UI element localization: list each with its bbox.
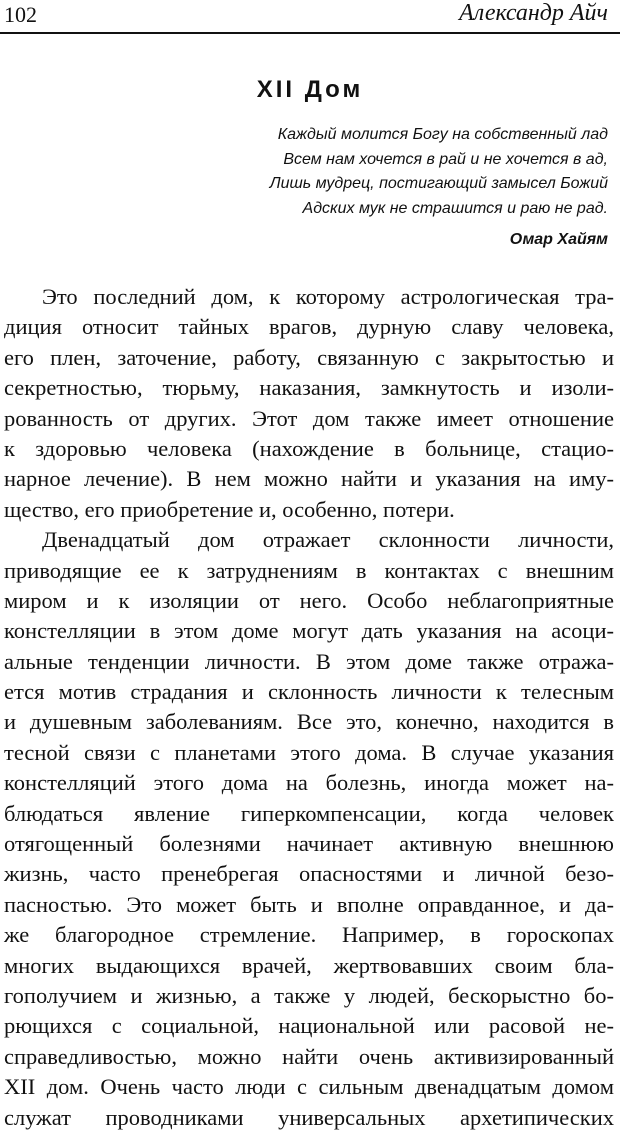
epigraph-line: Всем нам хочется в рай и не хочется в ад, <box>283 150 608 168</box>
paragraph-line: рованность от других. Этот дом также имеет отношение <box>4 405 614 431</box>
paragraph-line: Двенадцатый дом отражает склонности личности, <box>42 527 614 553</box>
paragraph-line: жизнь, часто пренебрегая опасностями и личной безо- <box>4 861 614 887</box>
epigraph-author: Омар Хайям <box>509 231 608 248</box>
paragraph-line: миром и к изоляции от него. Особо неблагоприятные <box>4 587 614 613</box>
paragraph-line: многих выдающихся врачей, жертвовавших своим бла- <box>4 952 614 978</box>
epigraph-line: Адских мук не страшится и раю не рад. <box>302 199 608 217</box>
paragraph-line: нарное лечение). В нем можно найти и указания на иму- <box>4 466 614 492</box>
paragraph-line: пасностью. Это может быть и вполне оправданное, и да- <box>4 891 614 917</box>
paragraph-line: констелляции в этом доме могут дать указания на асоци- <box>4 618 614 644</box>
epigraph <box>48 123 608 221</box>
page-header <box>0 0 620 34</box>
epigraph-line: Каждый молится Богу на собственный лад <box>277 126 608 143</box>
paragraph-line: гополучием и жизнью, а также у людей, бескорыстно бо- <box>4 982 614 1008</box>
paragraph-line: к здоровью человека (нахождение в больнице, стацио- <box>4 435 614 461</box>
paragraph-line: тесной связи с планетами этого дома. В случае указания <box>4 739 614 765</box>
paragraph-line: диция относит тайных врагов, дурную славу человека, <box>4 314 614 340</box>
paragraph-line: приводящие ее к затруднениям в контактах с внешним <box>4 557 614 583</box>
paragraph-line: же благородное стремление. Например, в гороскопах <box>4 922 614 948</box>
paragraph-line: щество, его приобретение и, особенно, потери. <box>4 496 455 522</box>
epigraph-line: Лишь мудрец, постигающий замысел Божий <box>269 175 608 192</box>
paragraph-line: его плен, заточение, работу, связанную с закрытостью и <box>4 344 614 370</box>
paragraph-line: Это последний дом, к которому астрологическая тра- <box>42 284 614 309</box>
paragraph-line: XII дом. Очень часто люди с сильным двенадцатым домом <box>4 1074 614 1100</box>
paragraph-line: ется мотив страдания и склонность личности к телесным <box>4 679 614 705</box>
paragraph-line: справедливостью, можно найти очень активизированный <box>4 1043 614 1069</box>
paragraph-line: констелляций этого дома на болезнь, иногда может на- <box>4 770 614 796</box>
chapter-title: XII Дом <box>256 76 364 103</box>
paragraph-line: рющихся с социальной, национальной или расовой не- <box>4 1013 614 1039</box>
paragraph-line: служат проводниками универсальных архетипических <box>4 1104 614 1130</box>
running-title: Александр Айч <box>459 0 608 26</box>
paragraph-line: и душевным заболеваниям. Все это, конечно, находится в <box>4 709 614 735</box>
paragraph-line: секретностью, тюрьму, наказания, замкнутость и изоли- <box>4 375 614 401</box>
body-text <box>4 282 614 1133</box>
paragraph-line: отягощенный болезнями начинает активную внешнюю <box>4 831 614 857</box>
paragraph-line: альные тенденции личности. В этом доме также отража- <box>4 648 614 674</box>
paragraph-line: блюдаться явление гиперкомпенсации, когда человек <box>4 800 614 826</box>
page-number: 102 <box>4 2 37 27</box>
header-divider <box>0 32 620 34</box>
